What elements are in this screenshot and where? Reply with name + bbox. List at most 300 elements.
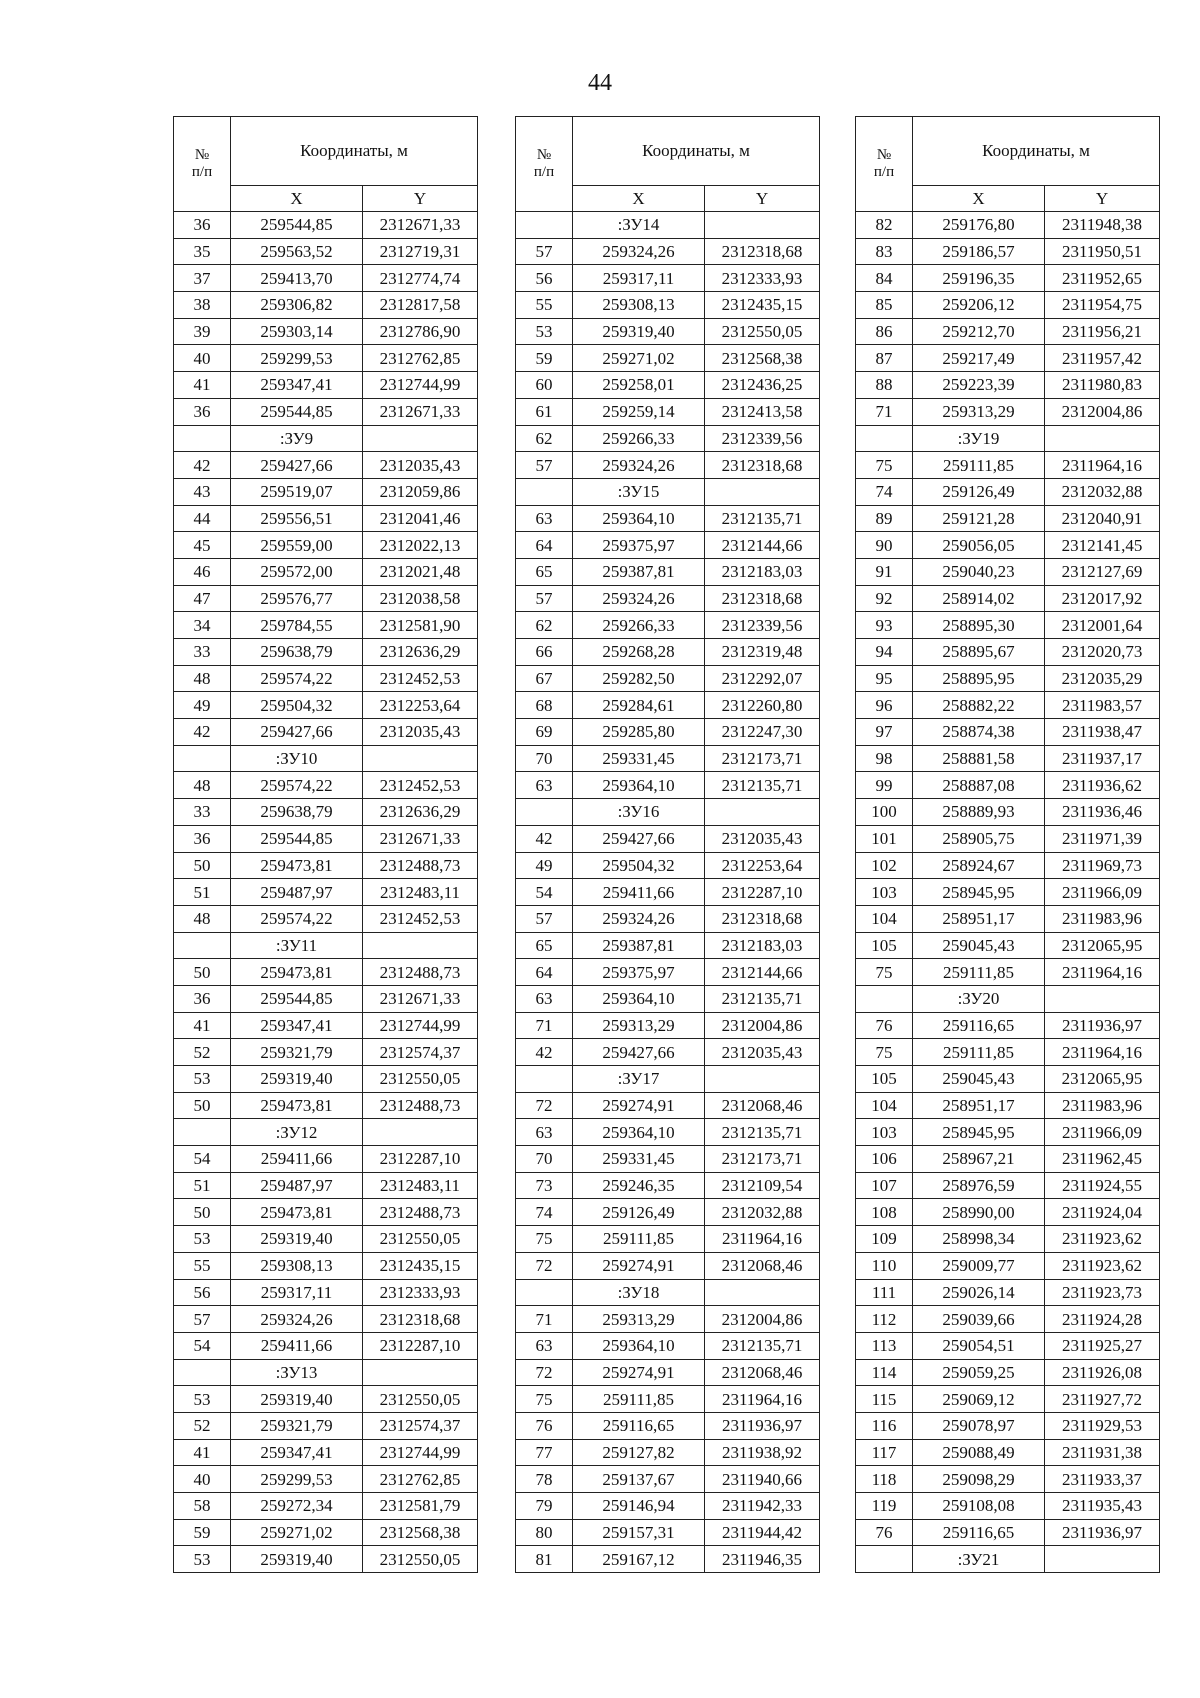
parcel-label: :ЗУ18 [573,1279,705,1306]
x-coordinate: 259347,41 [231,1012,363,1039]
y-coordinate: 2312035,29 [1045,665,1160,692]
x-coordinate: 258881,58 [913,745,1045,772]
x-coordinate: 259274,91 [573,1359,705,1386]
table-row [856,1386,1160,1413]
y-coordinate: 2312550,05 [363,1386,478,1413]
point-number: 54 [516,879,573,906]
point-number: 53 [174,1546,231,1573]
y-coordinate: 2312574,37 [363,1039,478,1066]
x-coordinate: 259098,29 [913,1466,1045,1493]
point-number: 63 [516,772,573,799]
x-coordinate: 259303,14 [231,318,363,345]
y-coordinate: 2312004,86 [705,1306,820,1333]
point-number: 69 [516,719,573,746]
table-row [856,1199,1160,1226]
y-coordinate: 2312001,64 [1045,612,1160,639]
table-row [174,1412,478,1439]
y-coordinate: 2312127,69 [1045,558,1160,585]
table-row [856,612,1160,639]
point-number: 73 [516,1172,573,1199]
table-row [174,345,478,372]
x-coordinate: 258976,59 [913,1172,1045,1199]
table-row [174,719,478,746]
table-row [516,452,820,479]
table-row [174,879,478,906]
empty-cell [705,1279,820,1306]
y-coordinate: 2311923,73 [1045,1279,1160,1306]
table-row [856,1012,1160,1039]
y-coordinate: 2312568,38 [363,1519,478,1546]
table-row [516,238,820,265]
y-coordinate: 2312581,90 [363,612,478,639]
parcel-label: :ЗУ10 [231,745,363,772]
y-coordinate: 2311950,51 [1045,238,1160,265]
section-row [516,478,820,505]
y-coordinate: 2311940,66 [705,1466,820,1493]
y-coordinate: 2312020,73 [1045,639,1160,666]
x-coordinate: 259544,85 [231,398,363,425]
point-number: 48 [174,772,231,799]
y-coordinate: 2312774,74 [363,265,478,292]
x-coordinate: 259427,66 [231,452,363,479]
point-number: 78 [516,1466,573,1493]
empty-cell [174,932,231,959]
y-coordinate: 2311942,33 [705,1493,820,1520]
y-coordinate: 2312065,95 [1045,1066,1160,1093]
point-number: 36 [174,985,231,1012]
point-number: 37 [174,265,231,292]
table-row [174,1466,478,1493]
point-number: 92 [856,585,913,612]
table-row [516,1439,820,1466]
table-row [856,879,1160,906]
x-coordinate: 259157,31 [573,1519,705,1546]
x-coordinate: 259056,05 [913,532,1045,559]
section-row [174,425,478,452]
point-number: 67 [516,665,573,692]
x-coordinate: 258905,75 [913,825,1045,852]
y-coordinate: 2312436,25 [705,372,820,399]
table-row [516,985,820,1012]
point-number: 50 [174,959,231,986]
point-number: 58 [174,1493,231,1520]
x-coordinate: 259375,97 [573,532,705,559]
y-coordinate: 2312183,03 [705,558,820,585]
x-coordinate: 259563,52 [231,238,363,265]
point-number: 57 [516,585,573,612]
table-row [516,852,820,879]
point-number: 102 [856,852,913,879]
x-coordinate: 259319,40 [231,1386,363,1413]
section-row [856,425,1160,452]
x-coordinate: 259638,79 [231,639,363,666]
x-coordinate: 259427,66 [573,825,705,852]
x-coordinate: 259319,40 [231,1546,363,1573]
x-coordinate: 259126,49 [573,1199,705,1226]
x-coordinate: 259246,35 [573,1172,705,1199]
table-row [856,1039,1160,1066]
table-row [856,265,1160,292]
y-coordinate: 2312333,93 [705,265,820,292]
x-coordinate: 259059,25 [913,1359,1045,1386]
table-row [516,665,820,692]
point-number: 60 [516,372,573,399]
table-row [516,825,820,852]
table-row [856,1226,1160,1253]
table-row [174,612,478,639]
point-number: 72 [516,1092,573,1119]
parcel-label: :ЗУ20 [913,985,1045,1012]
x-coordinate: 259321,79 [231,1412,363,1439]
empty-cell [705,478,820,505]
y-coordinate: 2312762,85 [363,345,478,372]
point-number: 64 [516,959,573,986]
point-number: 50 [174,1092,231,1119]
table-row [174,478,478,505]
x-coordinate: 259473,81 [231,852,363,879]
x-column-header: X [573,186,705,212]
x-coordinate: 258924,67 [913,852,1045,879]
x-coordinate: 259009,77 [913,1252,1045,1279]
y-coordinate: 2312762,85 [363,1466,478,1493]
x-coordinate: 259364,10 [573,985,705,1012]
x-coordinate: 259268,28 [573,639,705,666]
y-column-header: Y [705,186,820,212]
x-coordinate: 259784,55 [231,612,363,639]
y-coordinate: 2311938,47 [1045,719,1160,746]
x-coordinate: 258895,95 [913,665,1045,692]
table-row [856,905,1160,932]
point-number: 63 [516,985,573,1012]
point-number: 41 [174,372,231,399]
parcel-label: :ЗУ16 [573,799,705,826]
point-number: 42 [516,825,573,852]
y-coordinate: 2312287,10 [705,879,820,906]
point-number: 93 [856,612,913,639]
y-coordinate: 2312065,95 [1045,932,1160,959]
x-coordinate: 259473,81 [231,1199,363,1226]
x-coordinate: 259306,82 [231,292,363,319]
table-row [516,612,820,639]
x-coordinate: 259108,08 [913,1493,1045,1520]
y-coordinate: 2312488,73 [363,1199,478,1226]
x-coordinate: 259331,45 [573,1146,705,1173]
point-number: 82 [856,212,913,239]
y-coordinate: 2312040,91 [1045,505,1160,532]
number-column-header [516,117,573,212]
table-row [516,1519,820,1546]
point-number: 52 [174,1039,231,1066]
point-number: 62 [516,425,573,452]
point-number: 50 [174,852,231,879]
x-coordinate: 259212,70 [913,318,1045,345]
point-number: 75 [856,1039,913,1066]
y-coordinate: 2311926,08 [1045,1359,1160,1386]
y-coordinate: 2312253,64 [363,692,478,719]
table-row [174,959,478,986]
parcel-label: :ЗУ14 [573,212,705,239]
x-coordinate: 259574,22 [231,905,363,932]
point-number: 90 [856,532,913,559]
point-number: 99 [856,772,913,799]
x-coordinate: 259206,12 [913,292,1045,319]
point-number: 113 [856,1332,913,1359]
point-number: 65 [516,558,573,585]
y-coordinate: 2312319,48 [705,639,820,666]
point-number: 109 [856,1226,913,1253]
table-row [174,825,478,852]
point-number: 75 [516,1386,573,1413]
y-coordinate: 2312004,86 [705,1012,820,1039]
x-coordinate: 258895,67 [913,639,1045,666]
x-coordinate: 259167,12 [573,1546,705,1573]
table-row [516,639,820,666]
y-coordinate: 2311948,38 [1045,212,1160,239]
table-row [174,212,478,239]
table-row [856,345,1160,372]
section-row [856,1546,1160,1573]
point-number: 36 [174,825,231,852]
point-number: 53 [516,318,573,345]
point-number: 112 [856,1306,913,1333]
x-coordinate: 259411,66 [573,879,705,906]
x-coordinate: 259319,40 [231,1066,363,1093]
y-coordinate: 2312452,53 [363,665,478,692]
y-coordinate: 2311924,55 [1045,1172,1160,1199]
point-number: 54 [174,1332,231,1359]
table-row [856,1172,1160,1199]
table-row [856,692,1160,719]
x-coordinate: 259321,79 [231,1039,363,1066]
table-row [174,852,478,879]
x-coordinate: 259299,53 [231,1466,363,1493]
x-coordinate: 259473,81 [231,1092,363,1119]
x-coordinate: 259266,33 [573,612,705,639]
y-coordinate: 2312744,99 [363,372,478,399]
y-coordinate: 2312435,15 [363,1252,478,1279]
x-coordinate: 259196,35 [913,265,1045,292]
point-number: 75 [516,1226,573,1253]
table-row [856,1279,1160,1306]
x-coordinate: 259040,23 [913,558,1045,585]
table-row [856,1066,1160,1093]
x-coordinate: 259274,91 [573,1092,705,1119]
table-row [174,1092,478,1119]
x-coordinate: 259331,45 [573,745,705,772]
table-row [174,1039,478,1066]
point-number: 62 [516,612,573,639]
number-symbol-label: № [194,147,210,163]
table-row [516,1092,820,1119]
y-coordinate: 2312038,58 [363,585,478,612]
y-coordinate: 2312253,64 [705,852,820,879]
table-row [174,372,478,399]
y-coordinate: 2311966,09 [1045,879,1160,906]
y-coordinate: 2312550,05 [363,1546,478,1573]
x-coordinate: 259574,22 [231,665,363,692]
point-number: 75 [856,959,913,986]
table-row [516,265,820,292]
x-coordinate: 259364,10 [573,1119,705,1146]
point-number: 33 [174,639,231,666]
table-row [516,692,820,719]
empty-cell [516,1066,573,1093]
x-coordinate: 259411,66 [231,1332,363,1359]
x-coordinate: 259364,10 [573,772,705,799]
y-coordinate: 2312636,29 [363,799,478,826]
y-coordinate: 2312017,92 [1045,585,1160,612]
table-row [516,1226,820,1253]
y-coordinate: 2311935,43 [1045,1493,1160,1520]
number-abbrev-label: п/п [533,164,555,180]
x-coordinate: 259317,11 [231,1279,363,1306]
empty-cell [516,212,573,239]
x-coordinate: 259324,26 [573,585,705,612]
x-coordinate: 259282,50 [573,665,705,692]
table-row [174,398,478,425]
table-row [856,1252,1160,1279]
y-coordinate: 2312413,58 [705,398,820,425]
x-coordinate: 259111,85 [913,1039,1045,1066]
table-row [856,1332,1160,1359]
x-coordinate: 259308,13 [231,1252,363,1279]
table-row [516,532,820,559]
x-coordinate: 259271,02 [231,1519,363,1546]
y-coordinate: 2312581,79 [363,1493,478,1520]
point-number: 71 [516,1012,573,1039]
y-coordinate: 2311956,21 [1045,318,1160,345]
x-coordinate: 259487,97 [231,1172,363,1199]
y-coordinate: 2311937,17 [1045,745,1160,772]
point-number: 64 [516,532,573,559]
y-coordinate: 2312109,54 [705,1172,820,1199]
point-number: 47 [174,585,231,612]
number-abbrev-label: п/п [191,164,213,180]
x-coordinate: 259026,14 [913,1279,1045,1306]
empty-cell [516,1279,573,1306]
number-column-header [174,117,231,212]
x-coordinate: 259272,34 [231,1493,363,1520]
x-coordinate: 259121,28 [913,505,1045,532]
table-row [516,1359,820,1386]
table-row [856,745,1160,772]
y-coordinate: 2312452,53 [363,772,478,799]
coordinates-header: Координаты, м [573,117,820,186]
point-number: 42 [174,452,231,479]
y-coordinate: 2311938,92 [705,1439,820,1466]
y-coordinate: 2311964,16 [1045,452,1160,479]
point-number: 103 [856,1119,913,1146]
coordinates-header: Координаты, м [913,117,1160,186]
x-coordinate: 259413,70 [231,265,363,292]
point-number: 38 [174,292,231,319]
point-number: 106 [856,1146,913,1173]
point-number: 96 [856,692,913,719]
point-number: 72 [516,1252,573,1279]
y-coordinate: 2312636,29 [363,639,478,666]
y-coordinate: 2312032,88 [705,1199,820,1226]
x-coordinate: 259317,11 [573,265,705,292]
y-coordinate: 2311969,73 [1045,852,1160,879]
y-coordinate: 2311962,45 [1045,1146,1160,1173]
y-coordinate: 2312144,66 [705,959,820,986]
point-number: 74 [516,1199,573,1226]
table-row [516,1039,820,1066]
y-coordinate: 2312452,53 [363,905,478,932]
x-coordinate: 259427,66 [231,719,363,746]
section-row [174,1119,478,1146]
y-coordinate: 2311954,75 [1045,292,1160,319]
y-coordinate: 2312318,68 [705,585,820,612]
table-row [516,1252,820,1279]
point-number: 49 [174,692,231,719]
point-number: 116 [856,1412,913,1439]
x-coordinate: 259638,79 [231,799,363,826]
empty-cell [1045,425,1160,452]
point-number: 87 [856,345,913,372]
point-number: 49 [516,852,573,879]
table-row [516,719,820,746]
number-column-header [856,117,913,212]
point-number: 56 [516,265,573,292]
x-coordinate: 259574,22 [231,772,363,799]
y-column-header: Y [363,186,478,212]
point-number: 41 [174,1439,231,1466]
table-row [174,505,478,532]
x-coordinate: 259556,51 [231,505,363,532]
point-number: 111 [856,1279,913,1306]
point-number: 41 [174,1012,231,1039]
table-row [516,772,820,799]
y-coordinate: 2311980,83 [1045,372,1160,399]
x-coordinate: 259223,39 [913,372,1045,399]
x-coordinate: 259116,65 [913,1012,1045,1039]
table-row [174,692,478,719]
y-coordinate: 2311931,38 [1045,1439,1160,1466]
table-row [856,292,1160,319]
table-row [516,345,820,372]
x-coordinate: 259387,81 [573,932,705,959]
y-coordinate: 2312287,10 [363,1146,478,1173]
y-coordinate: 2311936,46 [1045,799,1160,826]
y-coordinate: 2312141,45 [1045,532,1160,559]
x-coordinate: 259544,85 [231,985,363,1012]
point-number: 103 [856,879,913,906]
table-row [174,1199,478,1226]
table-row [516,959,820,986]
point-number: 118 [856,1466,913,1493]
y-column-header: Y [1045,186,1160,212]
point-number: 71 [856,398,913,425]
point-number: 59 [174,1519,231,1546]
x-coordinate: 259078,97 [913,1412,1045,1439]
point-number: 63 [516,1119,573,1146]
section-row [856,985,1160,1012]
y-coordinate: 2312574,37 [363,1412,478,1439]
point-number: 63 [516,1332,573,1359]
table-row [174,1066,478,1093]
point-number: 61 [516,398,573,425]
point-number: 51 [174,879,231,906]
table-row [856,238,1160,265]
x-coordinate: 258951,17 [913,905,1045,932]
table-row [516,1199,820,1226]
y-coordinate: 2312339,56 [705,425,820,452]
parcel-label: :ЗУ17 [573,1066,705,1093]
y-coordinate: 2311964,16 [705,1226,820,1253]
y-coordinate: 2312488,73 [363,852,478,879]
empty-cell [174,745,231,772]
